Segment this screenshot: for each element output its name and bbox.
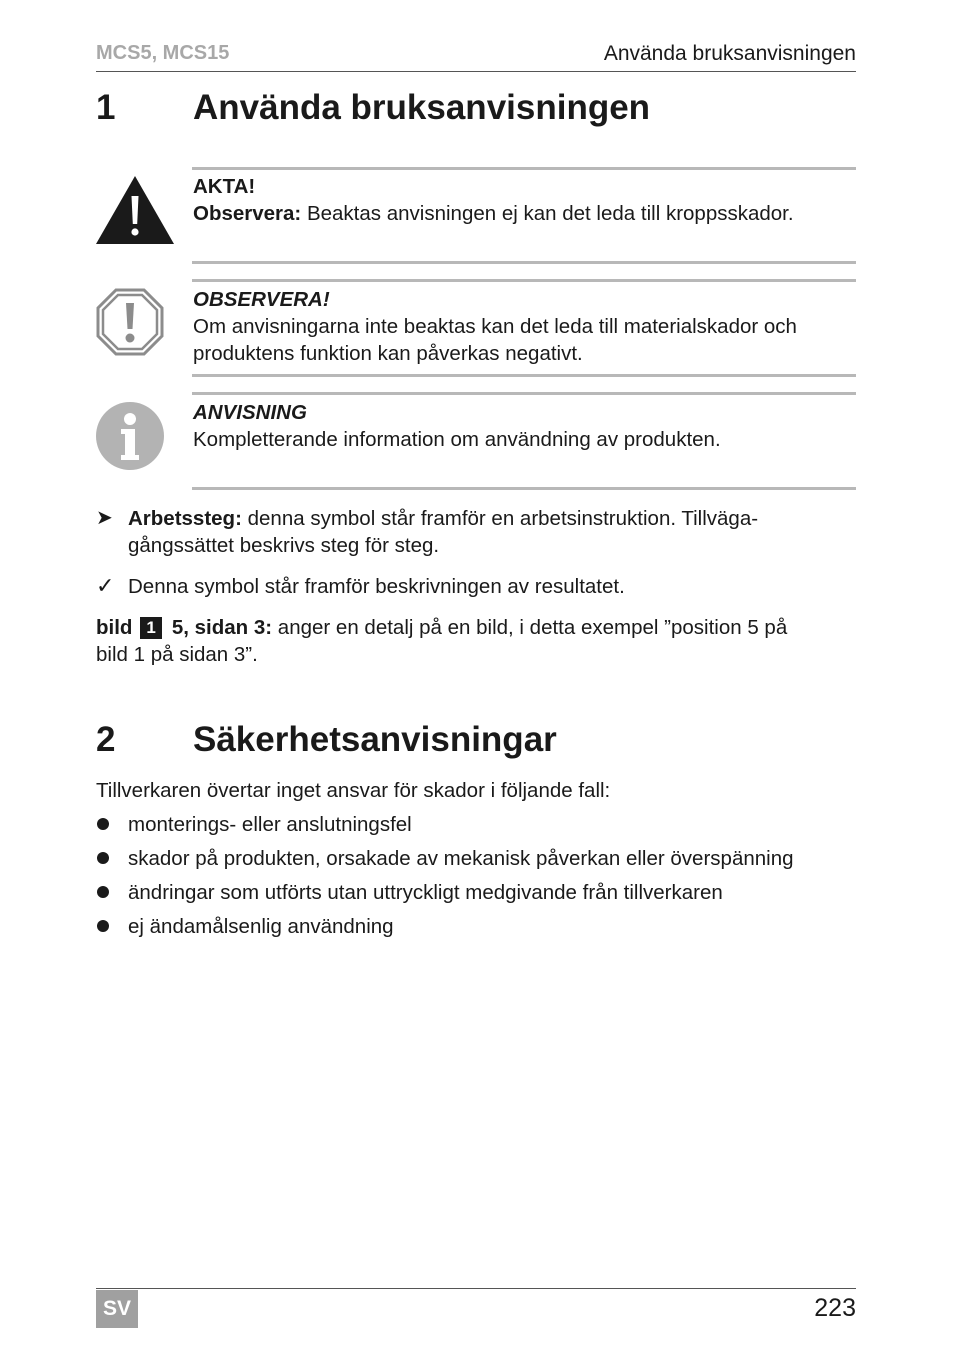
note-title: ANVISNING (193, 401, 307, 424)
section2-title: Säkerhetsanvisningar (193, 720, 557, 759)
steps-text (128, 505, 858, 559)
warning-body: Beaktas anvisningen ej kan det leda till kroppsskador. (301, 202, 794, 225)
steps-line-1 (128, 505, 858, 532)
caution-bottom-rule (192, 374, 856, 377)
steps-body: denna symbol står framför en arbetsinstruktion. Tillvägа- (241, 507, 759, 530)
figure-ref-body: anger en detalj på en bild, i detta exempel ”position 5 på (272, 616, 788, 639)
section1-title: Använda bruksanvisningen (193, 88, 651, 127)
exclamation-octagon-icon (96, 288, 164, 356)
bullet-dot (97, 920, 109, 932)
warning-content (193, 173, 858, 227)
caution-top-rule (192, 279, 856, 282)
caution-line-2: produktens funktion kan påverkas negativt. (193, 342, 583, 365)
info-circle-icon (96, 402, 164, 470)
warning-triangle-icon (96, 176, 174, 244)
arrow-bullet-icon: ➤ (96, 507, 113, 529)
page-number: 223 (814, 1294, 856, 1322)
caution-title: OBSERVERA! (193, 288, 330, 311)
steps-lead: Arbetssteg: (128, 507, 242, 530)
warning-title: AKTA! (193, 175, 256, 198)
warning-lead: Observera: (193, 202, 302, 225)
section1-number: 1 (96, 88, 116, 127)
language-badge: SV (96, 1290, 138, 1328)
header-rule (96, 71, 856, 72)
section2-intro: Tillverkaren övertar inget ansvar för skador i följande fall: (96, 779, 611, 802)
steps-line-2: gångssättet beskrivs steg för steg. (128, 534, 440, 557)
note-text: Kompletterande information om användning av produkten. (193, 428, 721, 451)
figure-ref-line-1 (96, 614, 858, 641)
check-text: Denna symbol står framför beskrivningen av resultatet. (128, 575, 625, 598)
note-content (193, 399, 858, 453)
warning-bottom-rule (192, 261, 856, 264)
footer-rule (96, 1288, 856, 1289)
figure-ref (96, 614, 858, 668)
caution-content (193, 286, 858, 367)
caution-line-1: Om anvisningarna inte beaktas kan det leda till materialskador och (193, 315, 797, 338)
section2-number: 2 (96, 720, 116, 759)
warning-text (193, 200, 858, 227)
bullet-dot (97, 818, 109, 830)
figure-ref-position: 5, sidan 3: (171, 616, 273, 639)
header-section: Använda bruksanvisningen (603, 42, 856, 65)
list-item: ej ändamålsenlig användning (128, 915, 394, 938)
note-bottom-rule (192, 487, 856, 490)
figure-ref-lead: bild (96, 616, 133, 639)
list-item: skador på produkten, orsakade av mekanisk påverkan eller överspänning (128, 847, 794, 870)
figure-ref-line-2: bild 1 på sidan 3”. (96, 643, 258, 666)
note-top-rule (192, 392, 856, 395)
list-item: ändringar som utförts utan uttryckligt medgivande från tillverkaren (128, 881, 723, 904)
figure-number-badge: 1 (140, 617, 162, 639)
header-model: MCS5, MCS15 (96, 42, 230, 64)
warning-top-rule (192, 167, 856, 170)
bullet-dot (97, 852, 109, 864)
bullet-dot (97, 886, 109, 898)
checkmark-icon: ✓ (96, 573, 115, 598)
list-item: monterings- eller anslutningsfel (128, 813, 412, 836)
